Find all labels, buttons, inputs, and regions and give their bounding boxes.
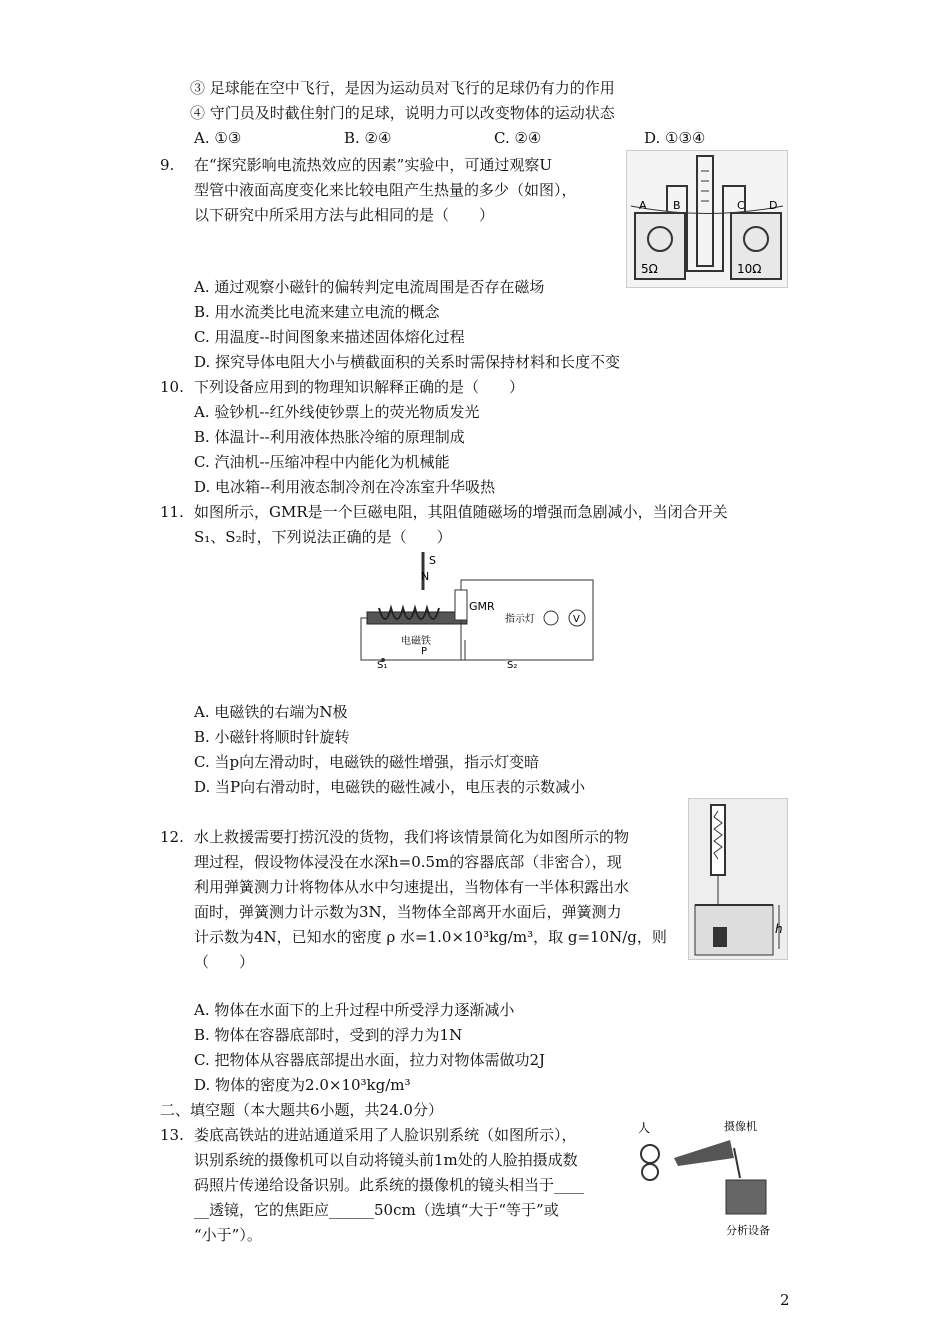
q9-number: 9. — [160, 156, 175, 174]
q13-line-5: “小于”）。 — [194, 1226, 262, 1244]
q9-option-c: C. 用温度--时间图象来描述固体熔化过程 — [194, 328, 465, 346]
q13-label-device: 分析设备 — [726, 1224, 770, 1237]
q11-label-magnet: 电磁铁 — [401, 636, 431, 647]
q8-statement-3: ③ 足球能在空中飞行，是因为运动员对飞行的足球仍有力的作用 — [190, 79, 615, 97]
q8-option-a: A. ①③ — [194, 129, 242, 147]
q9-option-d: D. 探究导体电阻大小与横截面积的关系时需保持材料和长度不变 — [194, 353, 621, 371]
q11-number: 11. — [160, 503, 184, 521]
q11-label-v: V — [573, 614, 580, 625]
q13-line-4: __透镜，它的焦距应______50cm（选填“大于“等于”或 — [194, 1201, 559, 1219]
q13-number: 13. — [160, 1126, 184, 1144]
q12-option-a: A. 物体在水面下的上升过程中所受浮力逐渐减小 — [194, 1001, 515, 1019]
q12-label-h: h — [775, 922, 783, 936]
q12-line-1: 水上救援需要打捞沉没的货物，我们将该情景简化为如图所示的物 — [194, 828, 630, 846]
q12-option-d: D. 物体的密度为2.0×10³kg/m³ — [194, 1076, 411, 1094]
q10-stem: 下列设备应用到的物理知识解释正确的是（ ） — [194, 378, 525, 396]
q11-option-b: B. 小磁针将顺时针旋转 — [194, 728, 350, 746]
q13-label-person: 人 — [638, 1121, 651, 1135]
q9-stem-line3: 以下研究中所采用方法与此相同的是（ ） — [194, 206, 495, 224]
q10-number: 10. — [160, 378, 184, 396]
q11-figure-circuit — [355, 550, 595, 670]
q9-label-c: C — [737, 199, 745, 212]
q9-label-d: D — [769, 199, 778, 212]
q11-label-gmr: GMR — [469, 600, 495, 613]
q8-option-d: D. ①③④ — [644, 129, 706, 147]
q13-figure-face-recognition — [636, 1118, 786, 1240]
q11-label-s1: S₁ — [377, 660, 388, 670]
q13-line-1: 娄底高铁站的进站通道采用了人脸识别系统（如图所示）， — [194, 1126, 577, 1144]
q9-figure-u-tube — [626, 150, 788, 288]
q11-stem-line1: 如图所示，GMR是一个巨磁电阻，其阻值随磁场的增强而急剧减小，当闭合开关 — [194, 503, 728, 521]
q12-line-5: 计示数为4N，已知水的密度 ρ 水=1.0×10³kg/m³，取 g=10N/g，则 — [194, 928, 667, 946]
q11-option-a: A. 电磁铁的右端为N极 — [194, 703, 348, 721]
q10-option-a: A. 验钞机--红外线使钞票上的荧光物质发光 — [194, 403, 480, 421]
q11-stem-line2: S₁、S₂时，下列说法正确的是（ ） — [194, 528, 452, 546]
q11-label-p: P — [421, 646, 428, 657]
q11-label-s2: S₂ — [507, 660, 518, 670]
q11-option-d: D. 当P向右滑动时，电磁铁的磁性减小，电压表的示数减小 — [194, 778, 586, 796]
q10-option-d: D. 电冰箱--利用液态制冷剂在冷冻室升华吸热 — [194, 478, 496, 496]
q8-option-c: C. ②④ — [494, 129, 542, 147]
q9-label-a: A — [639, 199, 647, 212]
q10-option-c: C. 汽油机--压缩冲程中内能化为机械能 — [194, 453, 450, 471]
q12-line-2: 理过程，假设物体浸没在水深h=0.5m的容器底部（非密合），现 — [194, 853, 622, 871]
q13-label-camera: 摄像机 — [724, 1120, 757, 1133]
page-number: 2 — [780, 1291, 790, 1309]
section-heading-fill-in: 二、填空题（本大题共6小题，共24.0分） — [160, 1101, 443, 1119]
q13-line-3: 码照片传递给设备识别。此系统的摄像机的镜头相当于____ — [194, 1176, 585, 1194]
q9-resistor-left: 5Ω — [641, 262, 658, 276]
q10-option-b: B. 体温计--利用液体热胀冷缩的原理制成 — [194, 428, 465, 446]
q9-option-b: B. 用水流类比电流来建立电流的概念 — [194, 303, 440, 321]
q13-line-2: 识别系统的摄像机可以自动将镜头前1m处的人脸拍摄成数 — [194, 1151, 578, 1169]
q12-line-6: （ ） — [194, 953, 255, 971]
q8-statement-4: ④ 守门员及时截住射门的足球，说明力可以改变物体的运动状态 — [190, 104, 615, 122]
q12-figure-spring-scale — [688, 798, 788, 960]
q9-option-a: A. 通过观察小磁针的偏转判定电流周围是否存在磁场 — [194, 278, 545, 296]
q12-option-b: B. 物体在容器底部时，受到的浮力为1N — [194, 1026, 463, 1044]
q9-stem-line1: 在“探究影响电流热效应的因素”实验中，可通过观察U — [194, 156, 552, 174]
q8-option-b: B. ②④ — [344, 129, 392, 147]
q12-option-c: C. 把物体从容器底部提出水面，拉力对物体需做功2J — [194, 1051, 546, 1069]
q9-stem-line2: 型管中液面高度变化来比较电阻产生热量的多少（如图）， — [194, 181, 577, 199]
q11-option-c: C. 当p向左滑动时，电磁铁的磁性增强，指示灯变暗 — [194, 753, 540, 771]
q11-label-lamp: 指示灯 — [505, 614, 535, 625]
q11-label-s: S — [429, 554, 436, 567]
q12-number: 12. — [160, 828, 184, 846]
q9-resistor-right: 10Ω — [737, 262, 762, 276]
q12-line-3: 利用弹簧测力计将物体从水中匀速提出，当物体有一半体积露出水 — [194, 878, 630, 896]
q11-label-n: N — [421, 570, 430, 583]
q12-line-4: 面时，弹簧测力计示数为3N，当物体全部离开水面后，弹簧测力 — [194, 903, 622, 921]
q9-label-b: B — [673, 199, 681, 212]
